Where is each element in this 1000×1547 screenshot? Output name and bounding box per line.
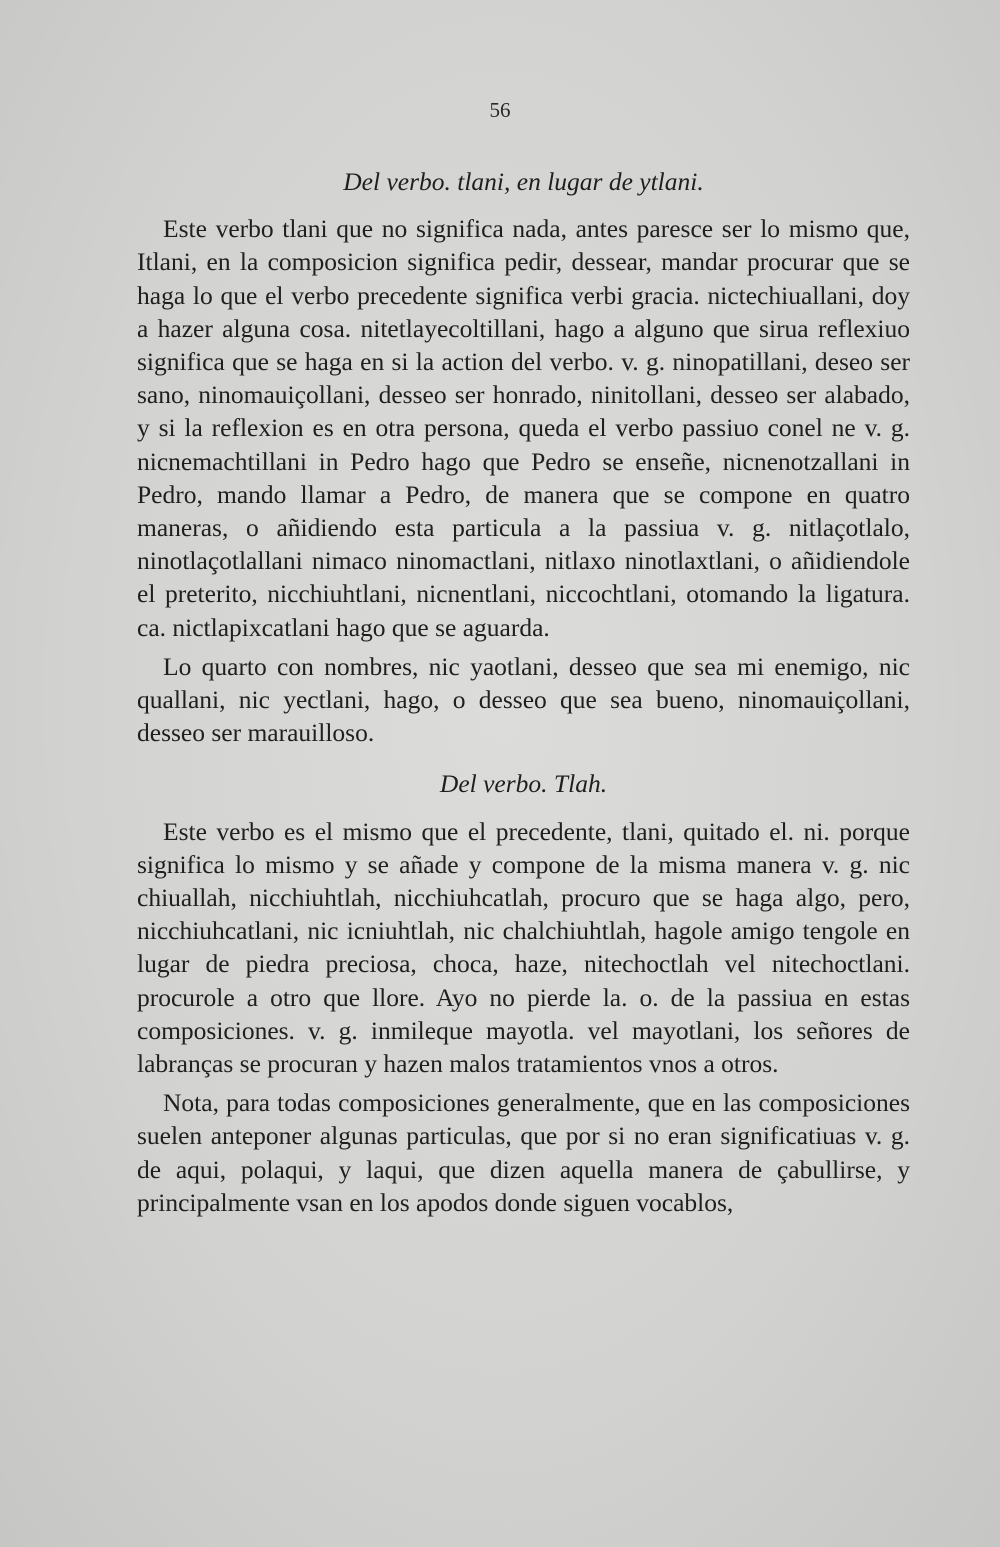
paragraph-tlani-nombres: Lo quarto con nombres, nic yaotlani, desseo que sea mi enemigo, nic quallani, nic yectlani, hago, o desseo que sea bueno, ninomauiçollani, desseo ser marauilloso.	[137, 651, 910, 748]
paragraph-nota: Nota, para todas composiciones generalmente, que en las composiciones suelen anteponer algunas particulas, que por si no eran significatiuas v. g. de aqui, polaqui, y laqui, que dizen aquella manera de çabullirse, y principalmente vsan en los apodos donde siguen vocablos,	[137, 1088, 910, 1217]
section-heading-tlani: Del verbo. tlani, en lugar de ytlani.	[343, 167, 704, 196]
paragraph-tlah-definition: Este verbo es el mismo que el precedente, tlani, quitado el. ni. porque significa lo mismo y se añade y compone de la misma manera v. g. nic chiuallah, nicchiuhtlah, nicchiuhcatlah, procuro que se haga algo, pero, nicchiuhcatlani, nic icniuhtlah, nic chalchiuhtlah, hagole amigo tengole en lugar de piedra preciosa, choca, haze, nitechoctlah vel nitechoctlani. procurole a otro que llore. Ayo no pierde la. o. de la passiua en estas composiciones. v. g. inmileque mayotla. vel mayotlani, los señores de labranças se procuran y hazen malos tratamientos vnos a otros.	[137, 816, 910, 1079]
paragraph-tlani-definition: Este verbo tlani que no significa nada, antes paresce ser lo mismo que, Itlani, en la composicion significa pedir, dessear, mandar procurar que se haga lo que el verbo precedente significa verbi gracia. nictechiuallani, doy a hazer alguna cosa. nitetlayecoltillani, hago a alguno que sirua reflexiuo significa que se haga en si la action del verbo. v. g. ninopatillani, deseo ser sano, ninomauiçollani, desseo ser honrado, ninitollani, desseo ser alabado, y si la reflexion es en otra persona, queda el verbo passiuo conel ne v. g. nicnemachtillani in Pedro hago que Pedro se enseñe, nicnenotzallani in Pedro, mando llamar a Pedro, de manera que se compone en quatro maneras, o añidiendo esta particula a la passiua v. g. nitlaçotlalo, ninotlaçotlallani nimaco ninomactlani, nitlaxo ninotlaxtlani, o añidiendole el preterito, nicchiuhtlani, nicnentlani, niccochtlani, otomando la ligatura. ca. nictlapixcatlani hago que se aguarda.	[137, 214, 910, 642]
section-heading-tlah: Del verbo. Tlah.	[439, 769, 608, 799]
page-number: 56	[489, 98, 511, 122]
page-body	[137, 165, 910, 1225]
